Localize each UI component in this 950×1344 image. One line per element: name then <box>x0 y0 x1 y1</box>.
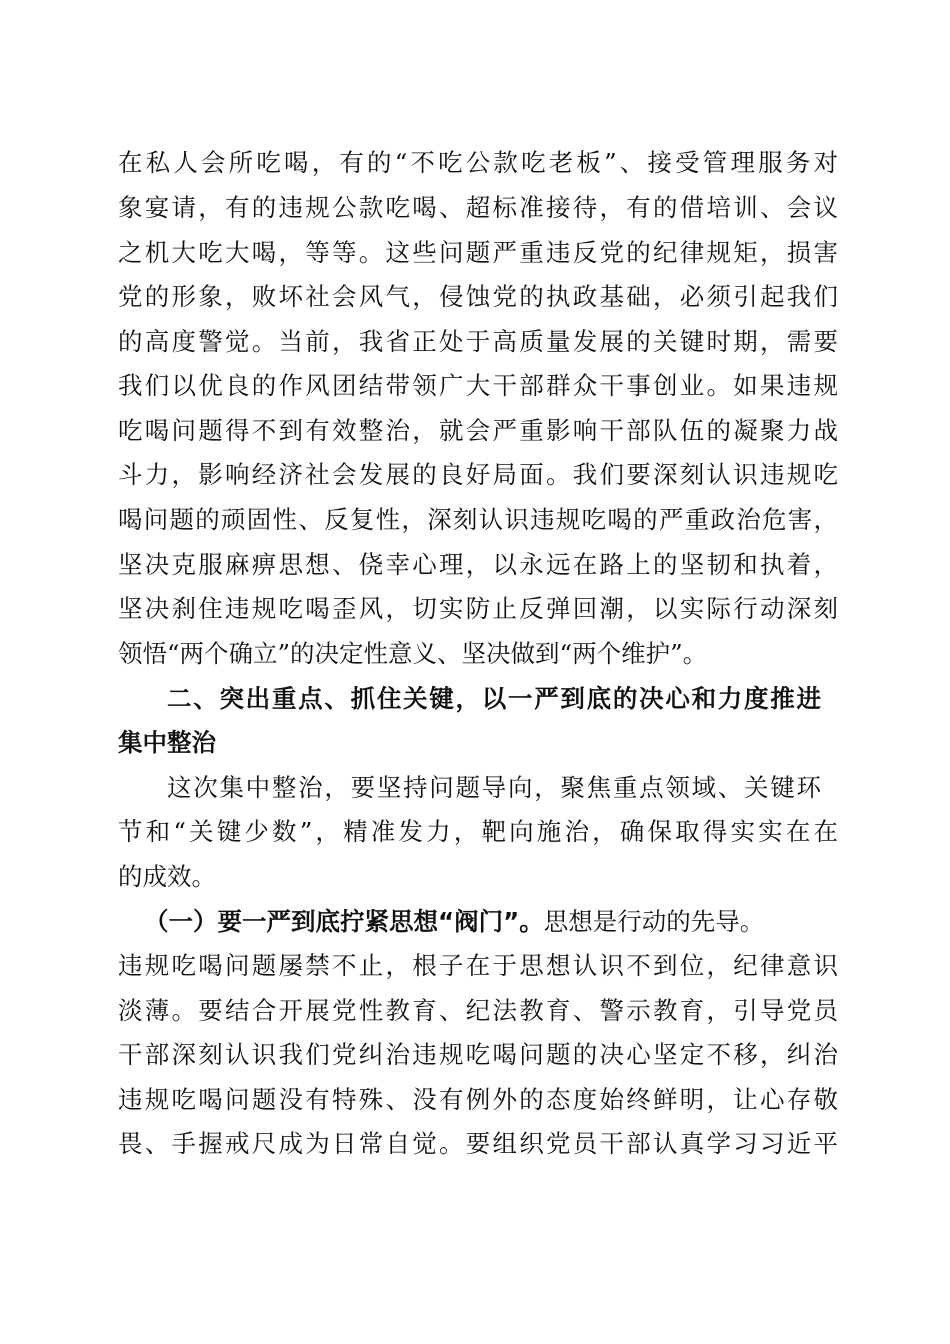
paragraph-line: 淡薄。要结合开展党性教育、纪法教育、警示教育，引导党员 <box>118 996 838 1025</box>
paragraph-line: 畏、手握戒尺成为日常自觉。要组织党员干部认真学习习近平 <box>118 1129 838 1158</box>
paragraph-line: 喝问题的顽固性、反复性，深刻认识违规吃喝的严重政治危害， <box>118 505 838 534</box>
paragraph-line: 吃喝问题得不到有效整治，就会严重影响干部队伍的凝聚力战 <box>118 416 838 445</box>
paragraph-line: 违规吃喝问题屡禁不止，根子在于思想认识不到位，纪律意识 <box>118 951 838 980</box>
paragraph-line: 干部深刻认识我们党纠治违规吃喝问题的决心坚定不移，纠治 <box>118 1040 838 1069</box>
paragraph-line: 领悟“两个确立”的决定性意义、坚决做到“两个维护”。 <box>118 639 708 668</box>
paragraph-line: 这次集中整治，要坚持问题导向，聚焦重点领域、关键环 <box>167 773 821 802</box>
paragraph-line: 我们以优良的作风团结带领广大干部群众干事创业。如果违规 <box>118 371 838 400</box>
paragraph-line: 的成效。 <box>118 862 216 891</box>
paragraph-line: 违规吃喝问题没有特殊、没有例外的态度始终鲜明，让心存敬 <box>118 1085 838 1114</box>
paragraph-line: 的高度警觉。当前，我省正处于高质量发展的关键时期，需要 <box>118 327 838 356</box>
paragraph-line: 之机大吃大喝，等等。这些问题严重违反党的纪律规矩，损害 <box>118 238 838 267</box>
paragraph-line: 节和“关键少数”，精准发力，靶向施治，确保取得实实在在 <box>118 817 838 846</box>
subsection-title: （一）要一严到底拧紧思想“阀门”。 <box>144 907 544 936</box>
paragraph-line: 坚决刹住违规吃喝歪风，切实防止反弹回潮，以实际行动深刻 <box>118 594 838 623</box>
paragraph-line: 党的形象，败坏社会风气，侵蚀党的执政基础，必须引起我们 <box>118 282 838 311</box>
section-heading: 二、突出重点、抓住关键，以一严到底的决心和力度推进 <box>167 684 821 713</box>
paragraph-line: 坚决克服麻痹思想、侥幸心理，以永远在路上的坚韧和执着， <box>118 550 838 579</box>
paragraph-line: 斗力，影响经济社会发展的良好局面。我们要深刻认识违规吃 <box>118 460 838 489</box>
subsection-first-line <box>144 902 844 942</box>
section-heading-continuation: 集中整治 <box>118 728 216 757</box>
paragraph-line: 在私人会所吃喝，有的“不吃公款吃老板”、接受管理服务对 <box>118 148 838 177</box>
paragraph-line: 象宴请，有的违规公款吃喝、超标准接待，有的借培训、会议 <box>118 193 838 222</box>
subsection-text: 思想是行动的先导。 <box>543 907 765 936</box>
